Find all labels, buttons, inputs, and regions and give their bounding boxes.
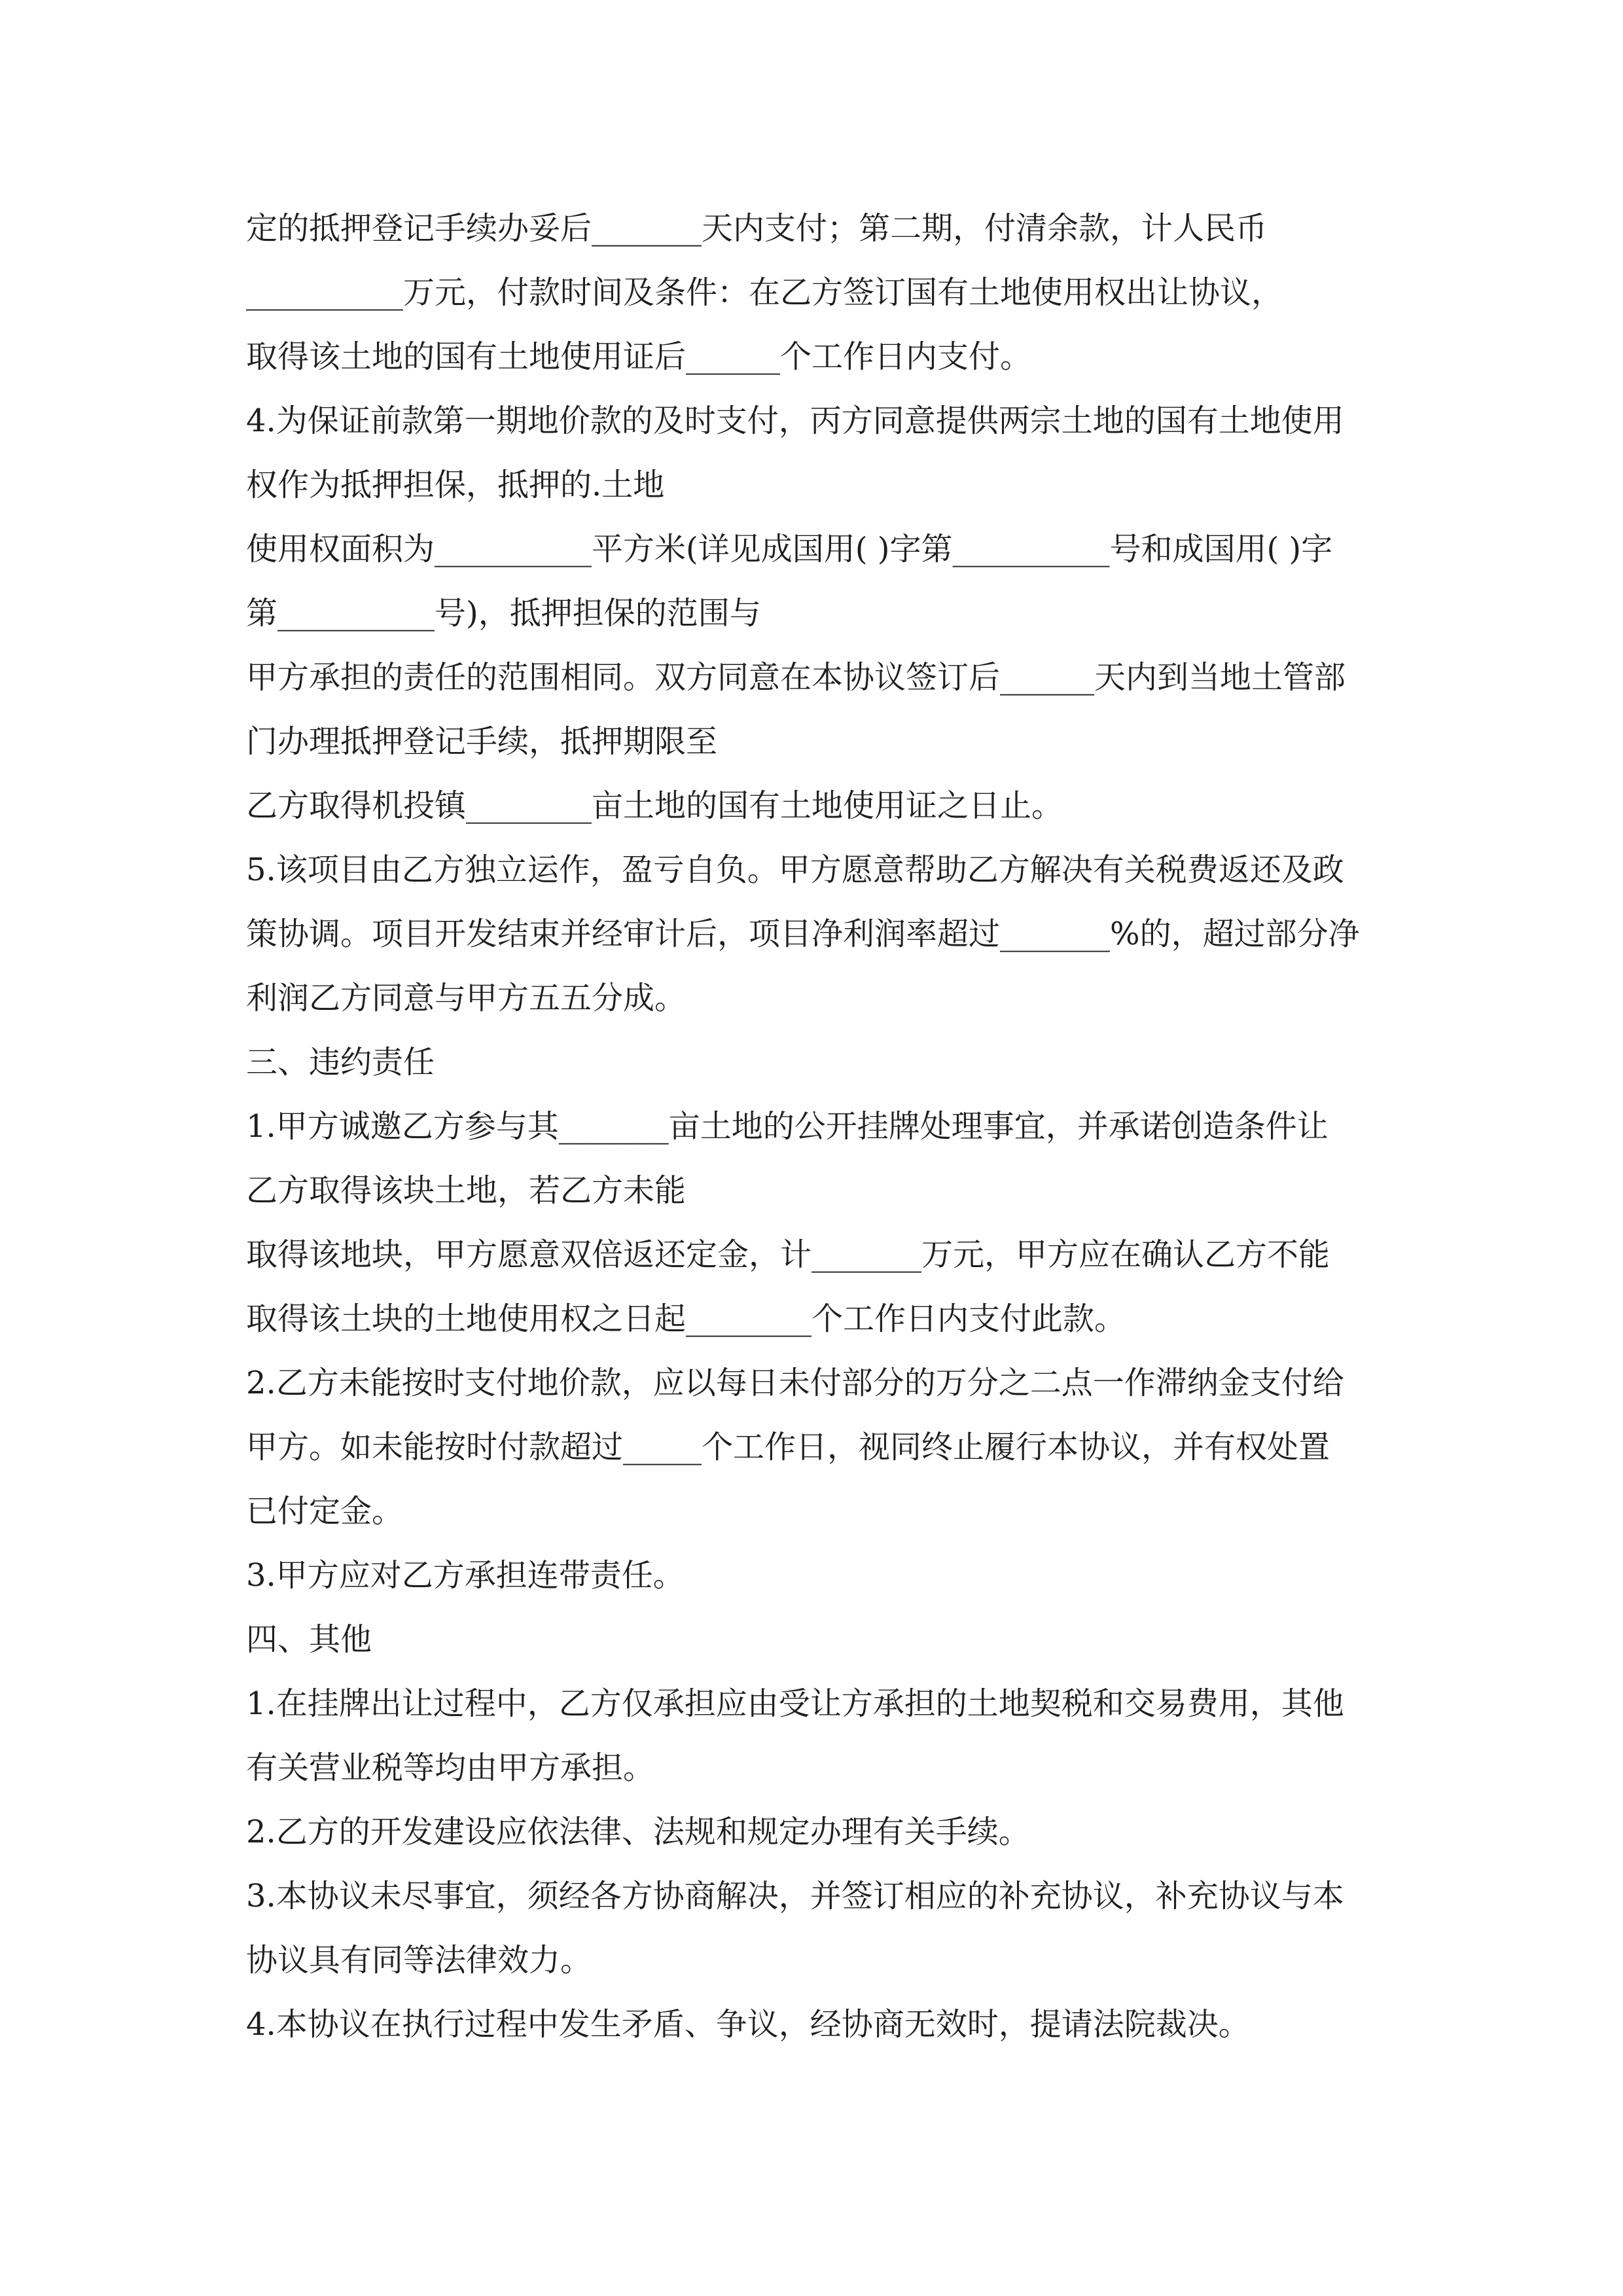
text-line: 门办理抵押登记手续，抵押期限至 (246, 723, 718, 760)
text-line: 2.乙方未能按时支付地价款，应以每日未付部分的万分之二点一作滞纳金支付给 (246, 1365, 1344, 1401)
text-line: 4.为保证前款第一期地价款的及时支付，丙方同意提供两宗土地的国有土地使用 (246, 403, 1344, 439)
text-line: 策协调。项目开发结束并经审计后，项目净利润率超过_______%的，超过部分净 (246, 916, 1360, 952)
text-line: 使用权面积为__________平方米(详见成国用( )字第__________号和成国用( )字 (246, 531, 1333, 567)
text-line: 乙方取得该块土地，若乙方未能 (246, 1172, 687, 1209)
text-line: 定的抵押登记手续办妥后_______天内支付；第二期，付清余款，计人民币 (246, 210, 1268, 247)
text-line: 5.该项目由乙方独立运作，盈亏自负。甲方愿意帮助乙方解决有关税费返还及政 (246, 852, 1344, 888)
text-line: 乙方取得机投镇________亩土地的国有土地使用证之日止。 (246, 787, 1063, 824)
text-line: 取得该地块，甲方愿意双倍返还定金，计_______万元，甲方应在确认乙方不能 (246, 1236, 1330, 1273)
text-line: 权作为抵押担保，抵押的.土地 (246, 467, 665, 503)
text-line: 第__________号)，抵押担保的范围与 (246, 595, 761, 632)
text-line: 有关营业税等均由甲方承担。 (246, 1749, 655, 1786)
text-line: 4.本协议在执行过程中发生矛盾、争议，经协商无效时，提请法院裁决。 (246, 2006, 1250, 2043)
text-line: 1.在挂牌出让过程中，乙方仅承担应由受让方承担的土地契税和交易费用，其他 (246, 1685, 1344, 1722)
text-line: 取得该土块的土地使用权之日起________个工作日内支付此款。 (246, 1300, 1126, 1337)
text-line: 2.乙方的开发建设应依法律、法规和规定办理有关手续。 (246, 1814, 1030, 1850)
text-line: 协议具有同等法律效力。 (246, 1942, 592, 1979)
text-line: __________万元，付款时间及条件：在乙方签订国有土地使用权出让协议， (246, 274, 1283, 311)
text-line: 取得该土地的国有土地使用证后______个工作日内支付。 (246, 338, 1032, 375)
section-heading: 四、其他 (246, 1621, 372, 1658)
text-line: 利润乙方同意与甲方五五分成。 (246, 980, 687, 1016)
text-line: 甲方承担的责任的范围相同。双方同意在本协议签订后______天内到当地土管部 (246, 659, 1346, 696)
text-line: 1.甲方诚邀乙方参与其_______亩土地的公开挂牌处理事宜，并承诺创造条件让 (246, 1108, 1329, 1145)
document-body (246, 196, 1378, 2056)
text-line: 已付定金。 (246, 1493, 404, 1530)
text-line: 甲方。如未能按时付款超过_____个工作日，视同终止履行本协议，并有权处置 (246, 1429, 1330, 1465)
section-heading: 三、违约责任 (246, 1044, 435, 1081)
text-line: 3.甲方应对乙方承担连带责任。 (246, 1557, 685, 1594)
text-line: 3.本协议未尽事宜，须经各方协商解决，并签订相应的补充协议，补充协议与本 (246, 1878, 1344, 1914)
